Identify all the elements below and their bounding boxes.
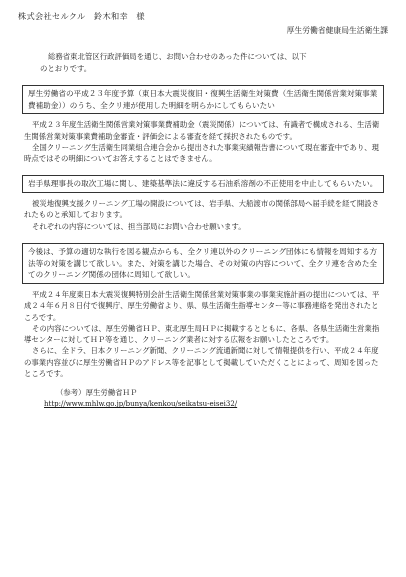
answer-paragraph: 平成２３年度生活衛生関係営業対策事業費補助金（震災関係）については、有識者で構成される、生活衛生関係営業対策事業費補助金審査・評価会による審査を経て採択されたものです。: [24, 120, 380, 141]
answer-paragraph: さらに、全ドラ、日本クリーニング新聞、クリーニング流通新聞に対して情報提供を行い、平成２４年度の事業内容並びに厚生労働省ＨＰのアドレス等を記事として掲載していただくことによって、周知を図ったところです。: [24, 346, 379, 378]
reference-label: （参考）厚生労働省ＨＰ: [56, 388, 138, 398]
answer-paragraph: 全国クリーニング生活衛生同業組合連合会から提出された事業実績報告書について現在審査中であり、現時点ではその明細についてお答えすることはできません。: [24, 142, 380, 164]
intro-line-1: 総務省東北管区行政評価局を通じ、お問い合わせのあった件については、以下: [48, 52, 307, 62]
question-box-2: 岩手県理事長の取次工場に関し、建築基準法に違反する石油系溶剤の不正使用を中止してもらいたい。: [22, 175, 384, 193]
answer-paragraph: 被災地復興支援クリーニング工場の開設については、岩手県、大船渡市の関係部局へ届手続を経て開設されたものと承知しております。: [24, 199, 380, 220]
answer-block-1: [24, 119, 384, 164]
answer-block-3: [24, 289, 384, 379]
reference-link[interactable]: http://www.mhlw.go.jp/bunya/kenkou/seikatsu-eisei32/: [44, 400, 238, 409]
answer-paragraph: それぞれの内容については、担当部局にお問い合わせ願います。: [32, 221, 246, 231]
intro-line-2: のとおりです。: [40, 63, 92, 73]
question-box-1: 厚生労働省の平成２３年度予算（東日本大震災復旧・復興生活衛生対策費（生活衛生関係営業対策事業費補助金））のうち、全クリ連が使用した明細を明らかにしてもらいたい: [22, 85, 384, 115]
answer-paragraph: 平成２４年度東日本大震災復興特別会計生活衛生関係営業対策事業の事業実施計画の提出については、平成２４年６月８日付で復興庁、厚生労働省より、県、県生活衛生指導センター等に事務連絡を発出されたところです。: [24, 290, 380, 322]
answer-paragraph: その内容については、厚生労働省ＨＰ、東北厚生局ＨＰに掲載するとともに、各県、各県生活衛生営業指導センターに対してＨＰ等を通じ、クリーニング業者に対する広報をお願いしたところです。: [24, 323, 380, 345]
addressee: 株式会社セルクル 鈴木和幸 様: [18, 11, 145, 21]
answer-block-2: [24, 198, 384, 232]
sender-office: 厚生労働省健康局生活衛生課: [286, 26, 388, 36]
question-box-3: 今後は、予算の適切な執行を図る観点からも、全クリ連以外のクリーニング団体にも情報を周知する方法等の対策を講じて欲しい。また、対策を講じた場合、その対策の内容について、全クリ連を含めた全てのクリーニング関係の団体に周知して欲しい。: [22, 243, 384, 284]
